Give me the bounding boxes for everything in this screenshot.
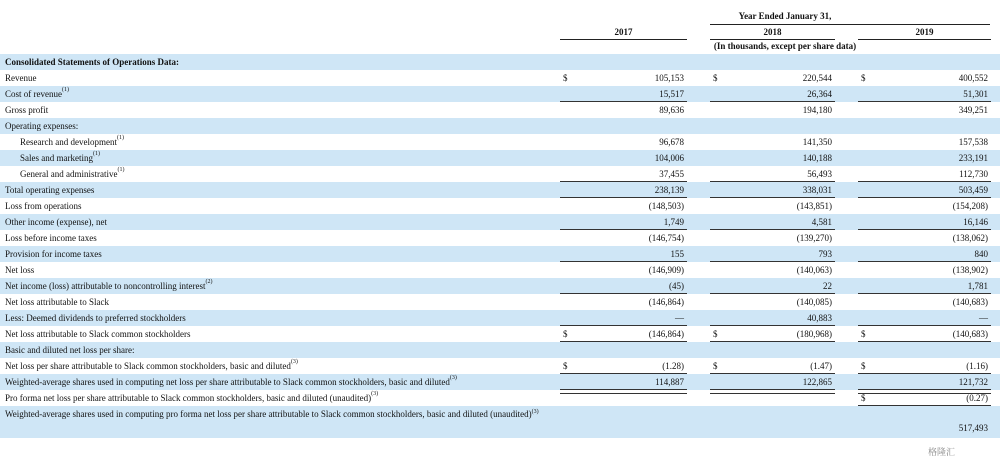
table-row [0, 326, 1000, 342]
watermark: 格隆汇 [928, 448, 956, 458]
currency-symbol: $ [563, 361, 568, 371]
currency-symbol: $ [861, 329, 866, 339]
table-row [0, 70, 1000, 86]
cell-2019: (138,902) [952, 265, 988, 275]
cell-2019: 349,251 [958, 105, 988, 115]
row-label [5, 326, 190, 342]
row-label-text: Net loss per share attributable to Slack common stockholders, basic and diluted [5, 361, 291, 371]
currency-symbol: $ [713, 361, 718, 371]
cell-2018: 140,188 [802, 153, 832, 163]
table-row [0, 54, 1000, 70]
cell-2017: 15,517 [659, 89, 684, 99]
row-label [5, 374, 457, 390]
cell-2018: (140,085) [796, 297, 832, 307]
year-rule-2019 [858, 39, 991, 40]
table-row [0, 182, 1000, 198]
cell-2017: (146,754) [648, 233, 684, 243]
footnote-marker: (3) [531, 409, 539, 415]
table-row [0, 198, 1000, 214]
period-title: Year Ended January 31, [738, 11, 832, 21]
cell-2018: (139,270) [796, 233, 832, 243]
row-label [20, 150, 100, 166]
table-row [0, 230, 1000, 246]
cell-2017: (1.28) [662, 361, 684, 371]
row-label-text: Basic and diluted net loss per share: [5, 345, 135, 355]
cell-2017: (146,909) [648, 265, 684, 275]
cell-2017: (45) [669, 281, 684, 291]
cell-2017: 238,139 [654, 185, 684, 195]
row-label-text: Provision for income taxes [5, 249, 102, 259]
footnote-marker: (1) [116, 135, 124, 141]
table-row [0, 246, 1000, 262]
currency-symbol: $ [563, 73, 568, 83]
cell-2017: 89,636 [659, 105, 684, 115]
table-row [0, 278, 1000, 294]
cell-2019: 517,493 [958, 423, 988, 433]
row-label [5, 358, 298, 374]
currency-symbol: $ [861, 361, 866, 371]
cell-2018: 220,544 [802, 73, 832, 83]
footnote-marker: (3) [371, 391, 379, 397]
row-label [5, 390, 378, 406]
cell-2018: 22 [823, 281, 832, 291]
cell-2017: 105,153 [654, 73, 684, 83]
cell-2018: 793 [818, 249, 832, 259]
cell-2019: 16,146 [963, 217, 988, 227]
cell-2018: 56,493 [807, 169, 832, 179]
row-label-text: Consolidated Statements of Operations Data: [5, 57, 179, 67]
year-2018-header: 2018 [763, 27, 782, 37]
cell-2019: — [979, 313, 988, 323]
row-label-text: Less: Deemed dividends to preferred stockholders [5, 313, 186, 323]
row-label [5, 86, 69, 102]
period-title-rule [710, 24, 990, 25]
row-label [5, 294, 109, 310]
cell-2017: 114,887 [655, 377, 684, 387]
row-label-text: Other income (expense), net [5, 217, 107, 227]
cell-2019: 1,781 [967, 281, 988, 291]
cell-2019: 233,191 [958, 153, 988, 163]
footnote-marker: (1) [117, 167, 125, 173]
cell-2017: 96,678 [659, 137, 684, 147]
cell-2017: (148,503) [648, 201, 684, 211]
row-label [5, 342, 134, 358]
cell-2018: (180,968) [796, 329, 832, 339]
cell-2017: 155 [670, 249, 684, 259]
table-row [0, 342, 1000, 358]
row-label-text: General and administrative [20, 169, 118, 179]
table-row [0, 310, 1000, 326]
row-label-text: Gross profit [5, 105, 49, 115]
currency-symbol: $ [713, 329, 718, 339]
cell-2017: 37,455 [659, 169, 684, 179]
table-row [0, 150, 1000, 166]
cell-2019: (138,062) [952, 233, 988, 243]
footnote-marker: (1) [61, 87, 69, 93]
row-label [5, 310, 186, 326]
table-row [0, 374, 1000, 390]
row-label-text: Operating expenses: [5, 121, 79, 131]
cell-2019: (1.16) [966, 361, 988, 371]
cell-2019: (154,208) [952, 201, 988, 211]
row-label [20, 166, 124, 182]
cell-2019: (140,683) [952, 329, 988, 339]
row-label-text: Pro forma net loss per share attributable to Slack common stockholders, basic and diluted (unaudited) [5, 393, 372, 403]
table-row [0, 294, 1000, 310]
row-label-text: Loss from operations [5, 201, 82, 211]
cell-2019: 112,730 [959, 169, 988, 179]
table-row [0, 358, 1000, 374]
cell-2019: 121,732 [958, 377, 988, 387]
row-label-text: Research and development [20, 137, 117, 147]
currency-symbol: $ [861, 393, 866, 403]
cell-2019: (0.27) [966, 393, 988, 403]
footnote-marker: (3) [290, 359, 298, 365]
row-label-text: Sales and marketing [20, 153, 93, 163]
table-row [0, 390, 1000, 406]
cell-2019: 840 [974, 249, 988, 259]
year-rule-2017 [560, 39, 687, 40]
cell-2018: 141,350 [802, 137, 832, 147]
cell-2017: (146,864) [648, 329, 684, 339]
row-label [5, 262, 34, 278]
cell-2018: 4,581 [811, 217, 832, 227]
row-label-text: Net loss attributable to Slack common stockholders [5, 329, 191, 339]
row-label-text: Revenue [5, 73, 37, 83]
table-row [0, 406, 1000, 438]
table-row [0, 214, 1000, 230]
cell-2017: 1,749 [663, 217, 684, 227]
row-label-text: Cost of revenue [5, 89, 62, 99]
row-label [5, 278, 212, 294]
table-row [0, 102, 1000, 118]
currency-symbol: $ [563, 329, 568, 339]
table-row [0, 118, 1000, 134]
row-label [5, 70, 37, 86]
table-row [0, 166, 1000, 182]
row-label-text: Net loss attributable to Slack [5, 297, 109, 307]
cell-2019: 400,552 [958, 73, 988, 83]
row-label [5, 408, 565, 421]
table-row [0, 262, 1000, 278]
row-label [5, 54, 179, 70]
row-label [5, 214, 107, 230]
cell-2018: (143,851) [796, 201, 832, 211]
footnote-marker: (2) [205, 279, 213, 285]
cell-2018: 338,031 [802, 185, 832, 195]
row-label-text: Weighted-average shares used in computing net loss per share attributable to Slack common stockholders, basic and diluted [5, 377, 450, 387]
cell-2019: 51,301 [963, 89, 988, 99]
cell-2018: 40,883 [807, 313, 832, 323]
row-label-text: Net loss [5, 265, 35, 275]
currency-symbol: $ [861, 73, 866, 83]
year-2017-header: 2017 [614, 27, 633, 37]
footnote-marker: (1) [92, 151, 100, 157]
row-label-text: Net income (loss) attributable to noncontrolling interest [5, 281, 206, 291]
table-row [0, 86, 1000, 102]
row-label [5, 230, 97, 246]
row-label [20, 134, 124, 150]
footnote-marker: (3) [449, 375, 457, 381]
cell-2019: (140,683) [952, 297, 988, 307]
row-label-text: Loss before income taxes [5, 233, 97, 243]
row-label [5, 198, 82, 214]
row-label-text: Total operating expenses [5, 185, 95, 195]
cell-2018: 26,364 [807, 89, 832, 99]
year-rule-2018 [710, 39, 835, 40]
units-note: (In thousands, except per share data) [713, 41, 857, 51]
table-row [0, 134, 1000, 150]
cell-2018: 194,180 [802, 105, 832, 115]
cell-2017: — [675, 313, 684, 323]
year-2019-header: 2019 [915, 27, 934, 37]
row-label-text: Weighted-average shares used in computing pro forma net loss per share attributable to Slack common stockholders, basic and diluted (unaudited) [5, 409, 532, 419]
currency-symbol: $ [713, 73, 718, 83]
row-label [5, 102, 48, 118]
cell-2018: 122,865 [802, 377, 832, 387]
row-label [5, 246, 102, 262]
row-label [5, 118, 78, 134]
cell-2018: (140,063) [796, 265, 832, 275]
cell-2018: (1.47) [810, 361, 832, 371]
row-label [5, 182, 94, 198]
cell-2017: (146,864) [648, 297, 684, 307]
cell-2017: 104,006 [654, 153, 684, 163]
cell-2019: 157,538 [958, 137, 988, 147]
cell-2019: 503,459 [958, 185, 988, 195]
